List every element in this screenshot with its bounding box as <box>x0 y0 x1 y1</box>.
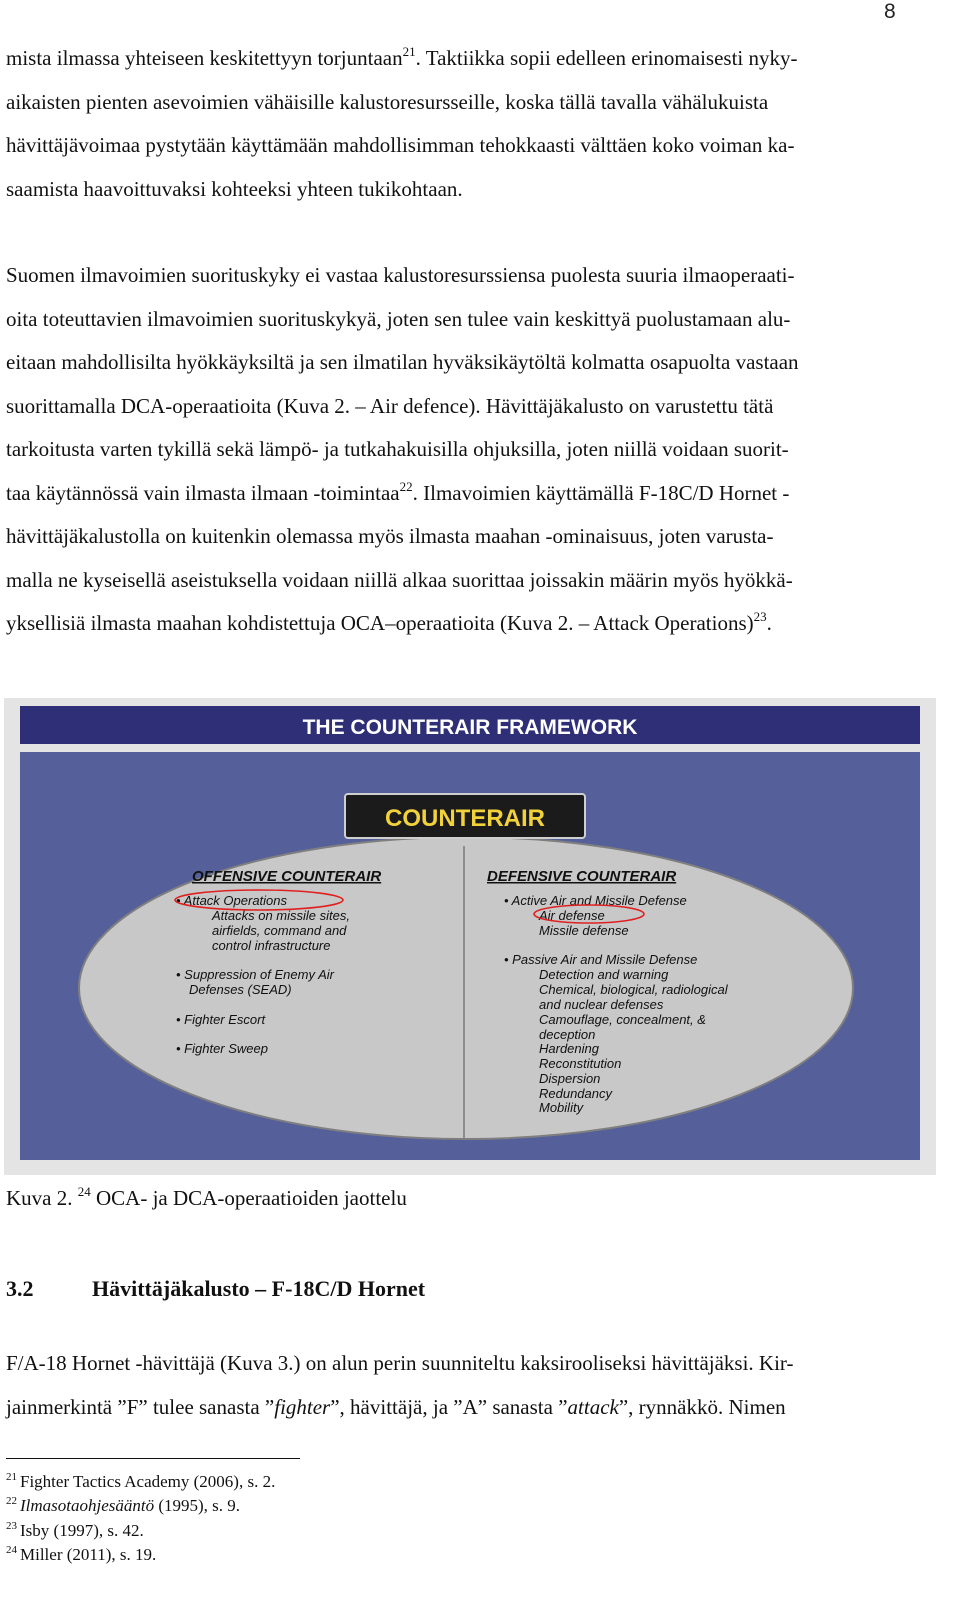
paragraph-line: malla ne kyseisellä aseistuksella voidaan niillä alkaa suorittaa joissakin määrin myös hyökkä- <box>6 567 793 592</box>
offensive-item: • Fighter Sweep <box>176 1041 268 1056</box>
paragraph-line: hävittäjäkalustolla on kuitenkin olemassa myös ilmasta maahan -ominaisuus, joten varusta- <box>6 524 774 548</box>
paragraph-line: yksellisiä ilmasta maahan kohdistettuja OCA–operaatioita (Kuva 2. – Attack Operations)$^{23}$. <box>6 609 772 635</box>
defensive-subitem: and nuclear defenses <box>539 997 664 1012</box>
defensive-subitem: Reconstitution <box>539 1056 622 1071</box>
footnote-separator <box>6 1458 300 1459</box>
paragraph-3 <box>6 1342 942 1429</box>
defensive-subitem: Camouflage, concealment, & <box>539 1012 706 1027</box>
defensive-heading: DEFENSIVE COUNTERAIR <box>487 868 677 885</box>
defensive-subitem: Redundancy <box>539 1086 612 1101</box>
defensive-item: • Active Air and Missile Defense <box>504 893 687 908</box>
defensive-subitem: Hardening <box>539 1041 599 1056</box>
figure-caption: Kuva 2. $^{24}$ OCA- ja DCA-operaatioiden jaottelu <box>6 1184 407 1210</box>
offensive-subitem: control infrastructure <box>212 938 331 953</box>
figure-graphic <box>4 698 936 1175</box>
defensive-subitem: Air defense <box>539 908 605 923</box>
paragraph-line: hävittäjävoimaa pystytään käyttämään mahdollisimman tehokkaasti välttäen koko voiman ka- <box>6 133 795 157</box>
paragraph-line: tarkoitusta varten tykillä sekä lämpö- ja tutkahakuisilla ohjuksilla, joten niillä voidaan suorit- <box>6 437 789 461</box>
footnote: $^{21}$ Fighter Tactics Academy (2006), s. 2. <box>6 1471 276 1491</box>
figure-title: THE COUNTERAIR FRAMEWORK <box>302 716 638 739</box>
offensive-subitem: Attacks on missile sites, <box>212 908 350 923</box>
paragraph-line: mista ilmassa yhteiseen keskitettyyn torjuntaan$^{21}$. Taktiikka sopii edelleen erinomaisesti nyky- <box>6 44 798 70</box>
paragraph-line: saamista haavoittuvaksi kohteeksi yhteen tukikohtaan. <box>6 176 463 201</box>
section-heading <box>6 1276 425 1302</box>
section-number: 3.2 <box>6 1276 34 1301</box>
page-number: 8 <box>884 0 896 23</box>
paragraph-line: F/A-18 Hornet -hävittäjä (Kuva 3.) on alun perin suunniteltu kaksirooliseksi hävittäjäksi. Kir- <box>6 1351 794 1375</box>
footnote-ref: 24 <box>77 1184 91 1199</box>
paragraph-line: suorittamalla DCA-operaatioita (Kuva 2. – Air defence). Hävittäjäkalusto on varustettu tätä <box>6 393 774 418</box>
footnote-ref: 23 <box>753 609 767 624</box>
defensive-subitem: Missile defense <box>539 923 629 938</box>
footnote: $^{23}$ Isby (1997), s. 42. <box>6 1519 144 1540</box>
defensive-subitem: deception <box>539 1027 596 1042</box>
paragraph-line: oita toteuttavien ilmavoimien suorituskykyä, joten sen tulee vain keskittyä puolustamaan alu- <box>6 306 791 331</box>
defensive-subitem: Mobility <box>539 1100 584 1115</box>
offensive-item: • Fighter Escort <box>176 1012 266 1027</box>
paragraph-line: jainmerkintä ”F” tulee sanasta ”fighter”, hävittäjä, ja ”A” sanasta ”attack”, rynnäkkö. Nimen <box>6 1394 786 1419</box>
footnote: $^{22}$ Ilmasotaohjesääntö (1995), s. 9. <box>6 1495 241 1516</box>
offensive-subitem: airfields, command and <box>212 923 347 938</box>
defensive-subitem: Detection and warning <box>539 967 669 982</box>
defensive-item: • Passive Air and Missile Defense <box>504 952 698 967</box>
paragraph-line: taa käytännössä vain ilmasta ilmaan -toimintaa$^{22}$. Ilmavoimien käyttämällä F-18C/D Hornet - <box>6 478 790 505</box>
paragraph-2 <box>6 254 942 646</box>
paragraph-line: Suomen ilmavoimien suorituskyky ei vastaa kalustoresurssiensa puolesta suuria ilmaoperaati- <box>6 263 795 287</box>
defensive-subitem: Chemical, biological, radiological <box>539 982 728 997</box>
paragraph-1 <box>6 37 942 211</box>
footnote-ref: 21 <box>402 44 416 59</box>
paragraph-line: eitaan mahdollisilta hyökkäyksiltä ja sen ilmatilan hyväksikäytöltä kolmatta osapuolta vastaan <box>6 350 799 374</box>
footnote: $^{24}$ Miller (2011), s. 19. <box>6 1543 157 1564</box>
footnote-ref: 22 <box>399 478 413 494</box>
offensive-item: • Attack Operations <box>176 893 288 908</box>
defensive-subitem: Dispersion <box>539 1071 601 1086</box>
counterair-framework-figure <box>4 698 936 1175</box>
counterair-label: COUNTERAIR <box>385 805 545 832</box>
offensive-item: • Suppression of Enemy Air <box>176 967 334 982</box>
offensive-heading: OFFENSIVE COUNTERAIR <box>192 868 382 885</box>
section-title: Hävittäjäkalusto – F-18C/D Hornet <box>92 1276 426 1301</box>
paragraph-line: aikaisten pienten asevoimien vähäisille kalustoresursseille, koska tällä tavalla vähälukuista <box>6 89 769 114</box>
footnotes <box>6 1470 275 1567</box>
offensive-item-continued: Defenses (SEAD) <box>189 982 292 997</box>
